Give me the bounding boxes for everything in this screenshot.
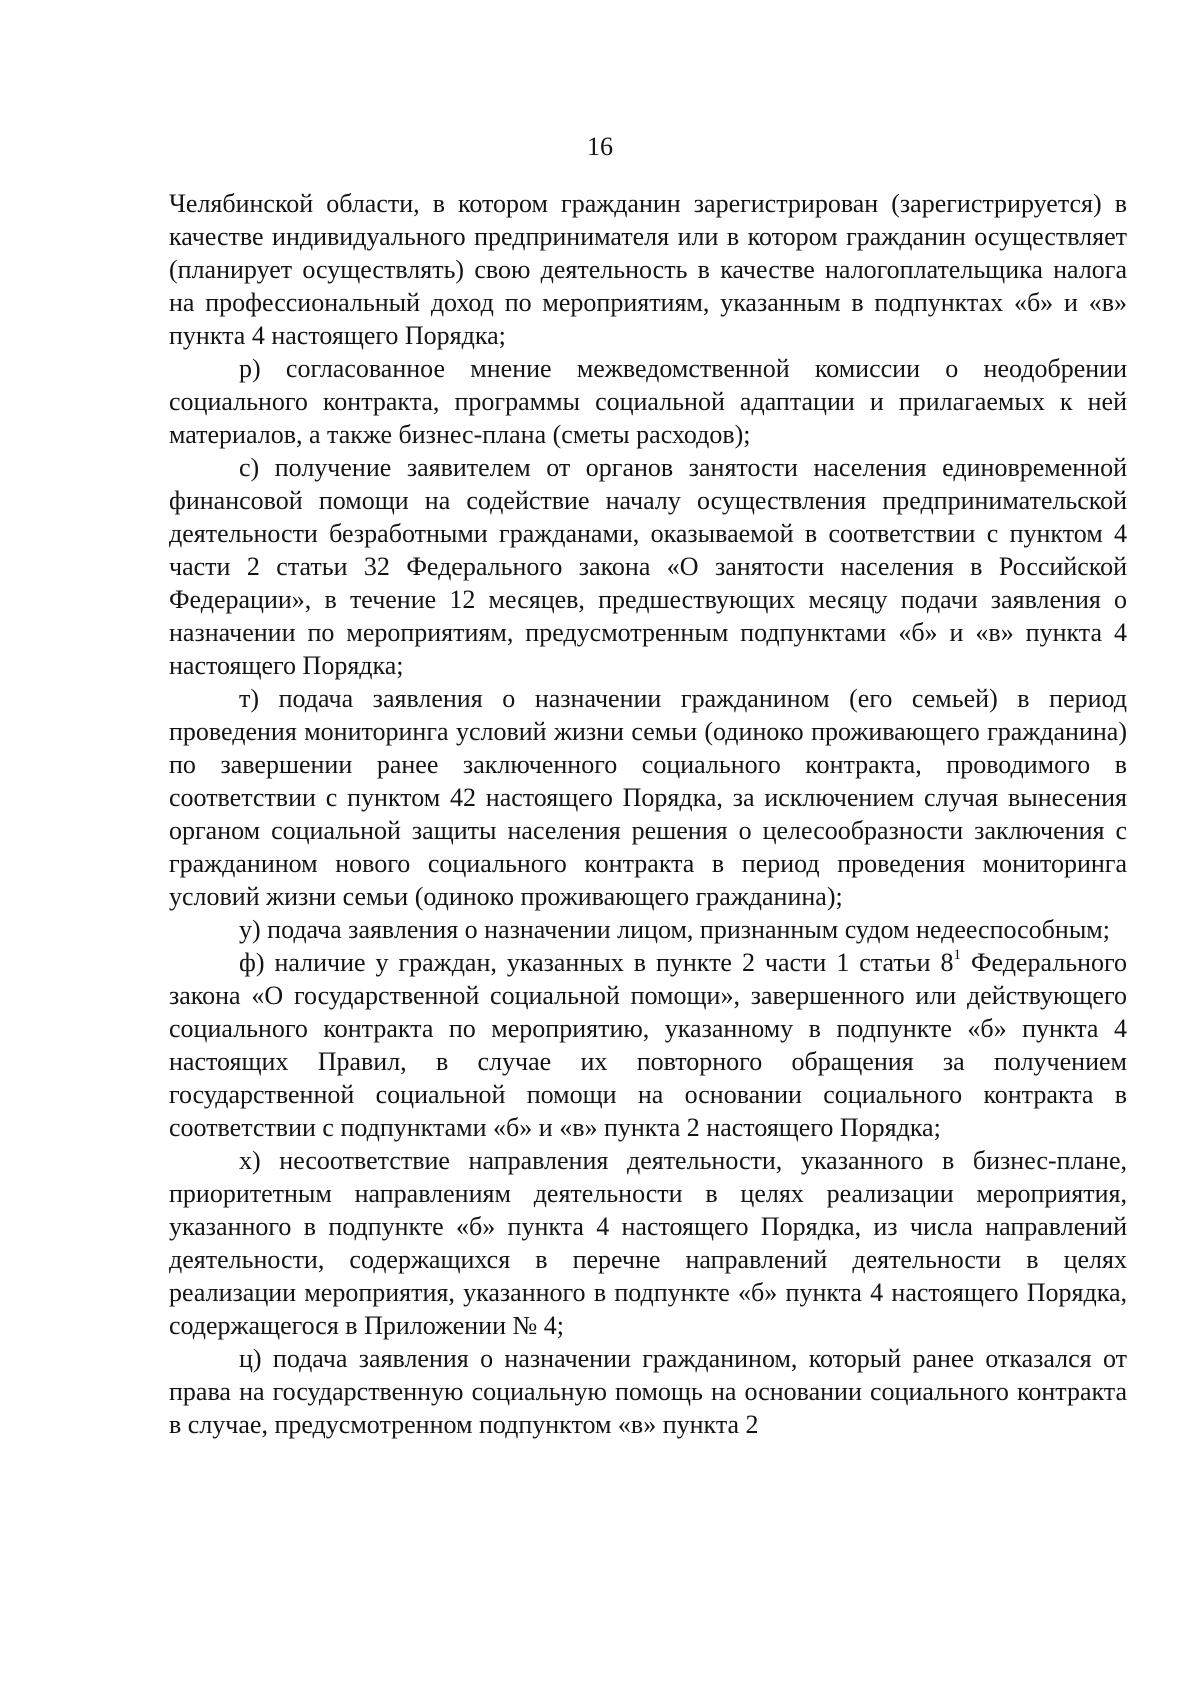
paragraph-item-ts: ц) подача заявления о назначении гражданином, который ранее отказался от права на государственную социальную помощь на основании социального контракта в случае, предусмотренном подпунктом «в» пункта 2 [169, 1344, 1127, 1439]
paragraph-continuation: Челябинской области, в котором гражданин зарегистрирован (зарегистрируется) в качестве индивидуального предпринимателя или в котором гражданин осуществляет (планирует осуществлять) свою деятельность в качестве налогоплательщика налога на профессиональный доход по мероприятиям, указанным в подпунктах «б» и «в» пункта 4 настоящего Порядка; [169, 189, 1127, 350]
page-number: 16 [587, 132, 613, 161]
paragraph-item-f-text-before: ф) наличие у граждан, указанных в пункте 2 части 1 статьи 8 [239, 948, 954, 977]
paragraph-item-f [169, 946, 1127, 1144]
paragraph-item-u: у) подача заявления о назначении лицом, признанным судом недееспособным; [239, 915, 1110, 944]
paragraph-item-t: т) подача заявления о назначении гражданином (его семьей) в период проведения мониторинга условий жизни семьи (одиноко проживающего гражданина) по завершении ранее заключенного социального контракта, проводимого в соответствии с пунктом 42 настоящего Порядка, за исключением случая вынесения органом социальной защиты населения решения о целесообразности заключения с гражданином нового социального контракта в период проведения мониторинга условий жизни семьи (одиноко проживающего гражданина); [169, 684, 1127, 911]
paragraph-item-r: р) согласованное мнение межведомственной комиссии о неодобрении социального контракта, программы социальной адаптации и прилагаемых к ней материалов, а также бизнес-плана (сметы расходов); [169, 354, 1127, 449]
paragraph-item-s: с) получение заявителем от органов занятости населения единовременной финансовой помощи на содействие началу осуществления предпринимательской деятельности безработными гражданами, оказываемой в соответствии с пунктом 4 части 2 статьи 32 Федерального закона «О занятости населения в Российской Федерации», в течение 12 месяцев, предшествующих месяцу подачи заявления о назначении по мероприятиям, предусмотренным подпунктами «б» и «в» пункта 4 настоящего Порядка; [169, 453, 1127, 680]
paragraph-item-kh: х) несоответствие направления деятельности, указанного в бизнес-плане, приоритетным направлениям деятельности в целях реализации мероприятия, указанного в подпункте «б» пункта 4 настоящего Порядка, из числа направлений деятельности, содержащихся в перечне направлений деятельности в целях реализации мероприятия, указанного в подпункте «б» пункта 4 настоящего Порядка, содержащегося в Приложении № 4; [169, 1146, 1127, 1340]
document-body [169, 187, 1127, 1441]
paragraph-item-f-superscript: 1 [953, 947, 961, 963]
paragraph-item-f-text-after: Федерального закона «О государственной социальной помощи», завершенного или действующего социального контракта по мероприятию, указанному в подпункте «б» пункта 4 настоящих Правил, в случае их повторного обращения за получением государственной социальной помощи на основании социального контракта в соответствии с подпунктами «б» и «в» пункта 2 настоящего Порядка; [169, 948, 1127, 1142]
